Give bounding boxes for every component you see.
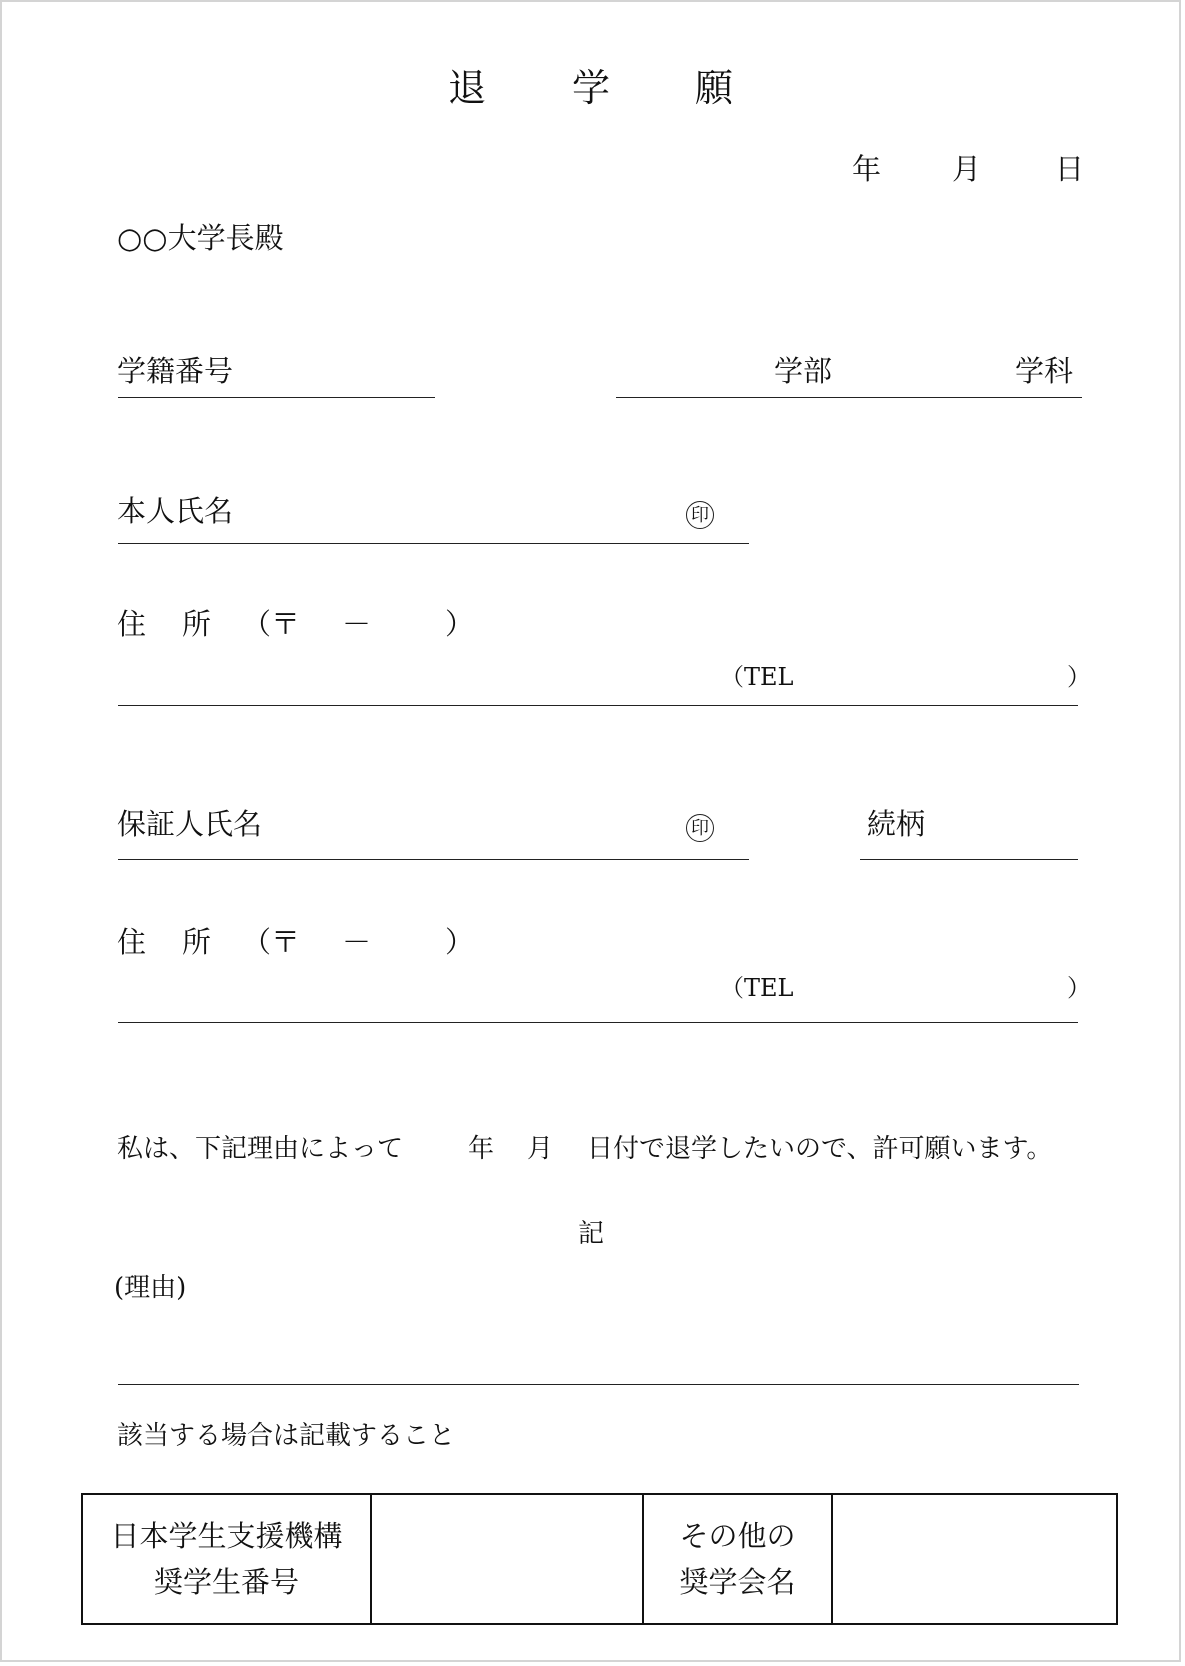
postal-open: （〒 (242, 607, 301, 641)
other-scholarship-name-field[interactable] (832, 1494, 1117, 1624)
jasso-number-field[interactable] (371, 1494, 643, 1624)
date-month-label: 月 (952, 152, 982, 186)
faculty-label: 学部 (774, 354, 833, 388)
guarantor-name-field[interactable] (118, 859, 749, 860)
statement-month: 月 (527, 1134, 554, 1164)
faculty-department-field[interactable] (616, 397, 1082, 398)
jasso-label-cell (82, 1494, 371, 1624)
department-label: 学科 (1015, 354, 1074, 388)
note-text: 該当する場合は記載すること (117, 1421, 456, 1451)
tel-close: ） (1067, 663, 1091, 691)
addressee: ○○大学長殿 (117, 221, 284, 255)
guarantor-address-label-char-2: 所 (182, 925, 212, 959)
student-number-label: 学籍番号 (117, 354, 234, 388)
scholarship-table (81, 1493, 1118, 1625)
guarantor-postal-open: （〒 (242, 925, 301, 959)
jasso-label-line-1: 日本学生支援機構 (110, 1518, 343, 1553)
guarantor-address-field[interactable] (118, 1022, 1078, 1023)
other-scholarship-label-cell (643, 1494, 832, 1624)
statement-part-2: 日付で退学したいので、許可願います。 (587, 1134, 1053, 1164)
date-day-label: 日 (1055, 152, 1085, 186)
guarantor-postal-dash: － (342, 925, 372, 959)
title-char-1: 退 (448, 66, 487, 110)
date-year-label: 年 (852, 152, 882, 186)
address-label-char-2: 所 (182, 607, 212, 641)
student-name-label: 本人氏名 (117, 494, 234, 528)
student-number-field[interactable] (118, 397, 435, 398)
guarantor-address-label-char-1: 住 (117, 925, 147, 959)
title-char-3: 願 (695, 66, 734, 110)
seal-mark-guarantor: 印 (686, 814, 714, 842)
seal-mark-student: 印 (686, 501, 714, 529)
record-label: 記 (578, 1219, 605, 1249)
title-char-2: 学 (572, 66, 611, 110)
guarantor-postal-close: ） (445, 925, 475, 959)
postal-dash: － (342, 607, 372, 641)
relationship-field[interactable] (860, 859, 1078, 860)
student-name-field[interactable] (118, 543, 749, 544)
reason-field[interactable] (118, 1384, 1079, 1385)
guarantor-tel-close: ） (1067, 974, 1091, 1002)
other-scholarship-label-line-2: 奨学会名 (679, 1565, 796, 1599)
other-scholarship-label-line-1: その他の (679, 1518, 796, 1553)
statement-year: 年 (468, 1134, 495, 1164)
student-address-field[interactable] (118, 705, 1078, 706)
postal-close: ） (445, 607, 475, 641)
guarantor-tel-open: （TEL (720, 974, 794, 1002)
jasso-label-line-2: 奨学生番号 (153, 1565, 299, 1599)
reason-label: (理由) (114, 1273, 187, 1303)
address-label-char-1: 住 (117, 607, 147, 641)
statement-part-1: 私は、下記理由によって (117, 1134, 404, 1164)
guarantor-name-label: 保証人氏名 (117, 807, 263, 841)
tel-open: （TEL (720, 663, 794, 691)
relationship-label: 続柄 (867, 807, 926, 841)
